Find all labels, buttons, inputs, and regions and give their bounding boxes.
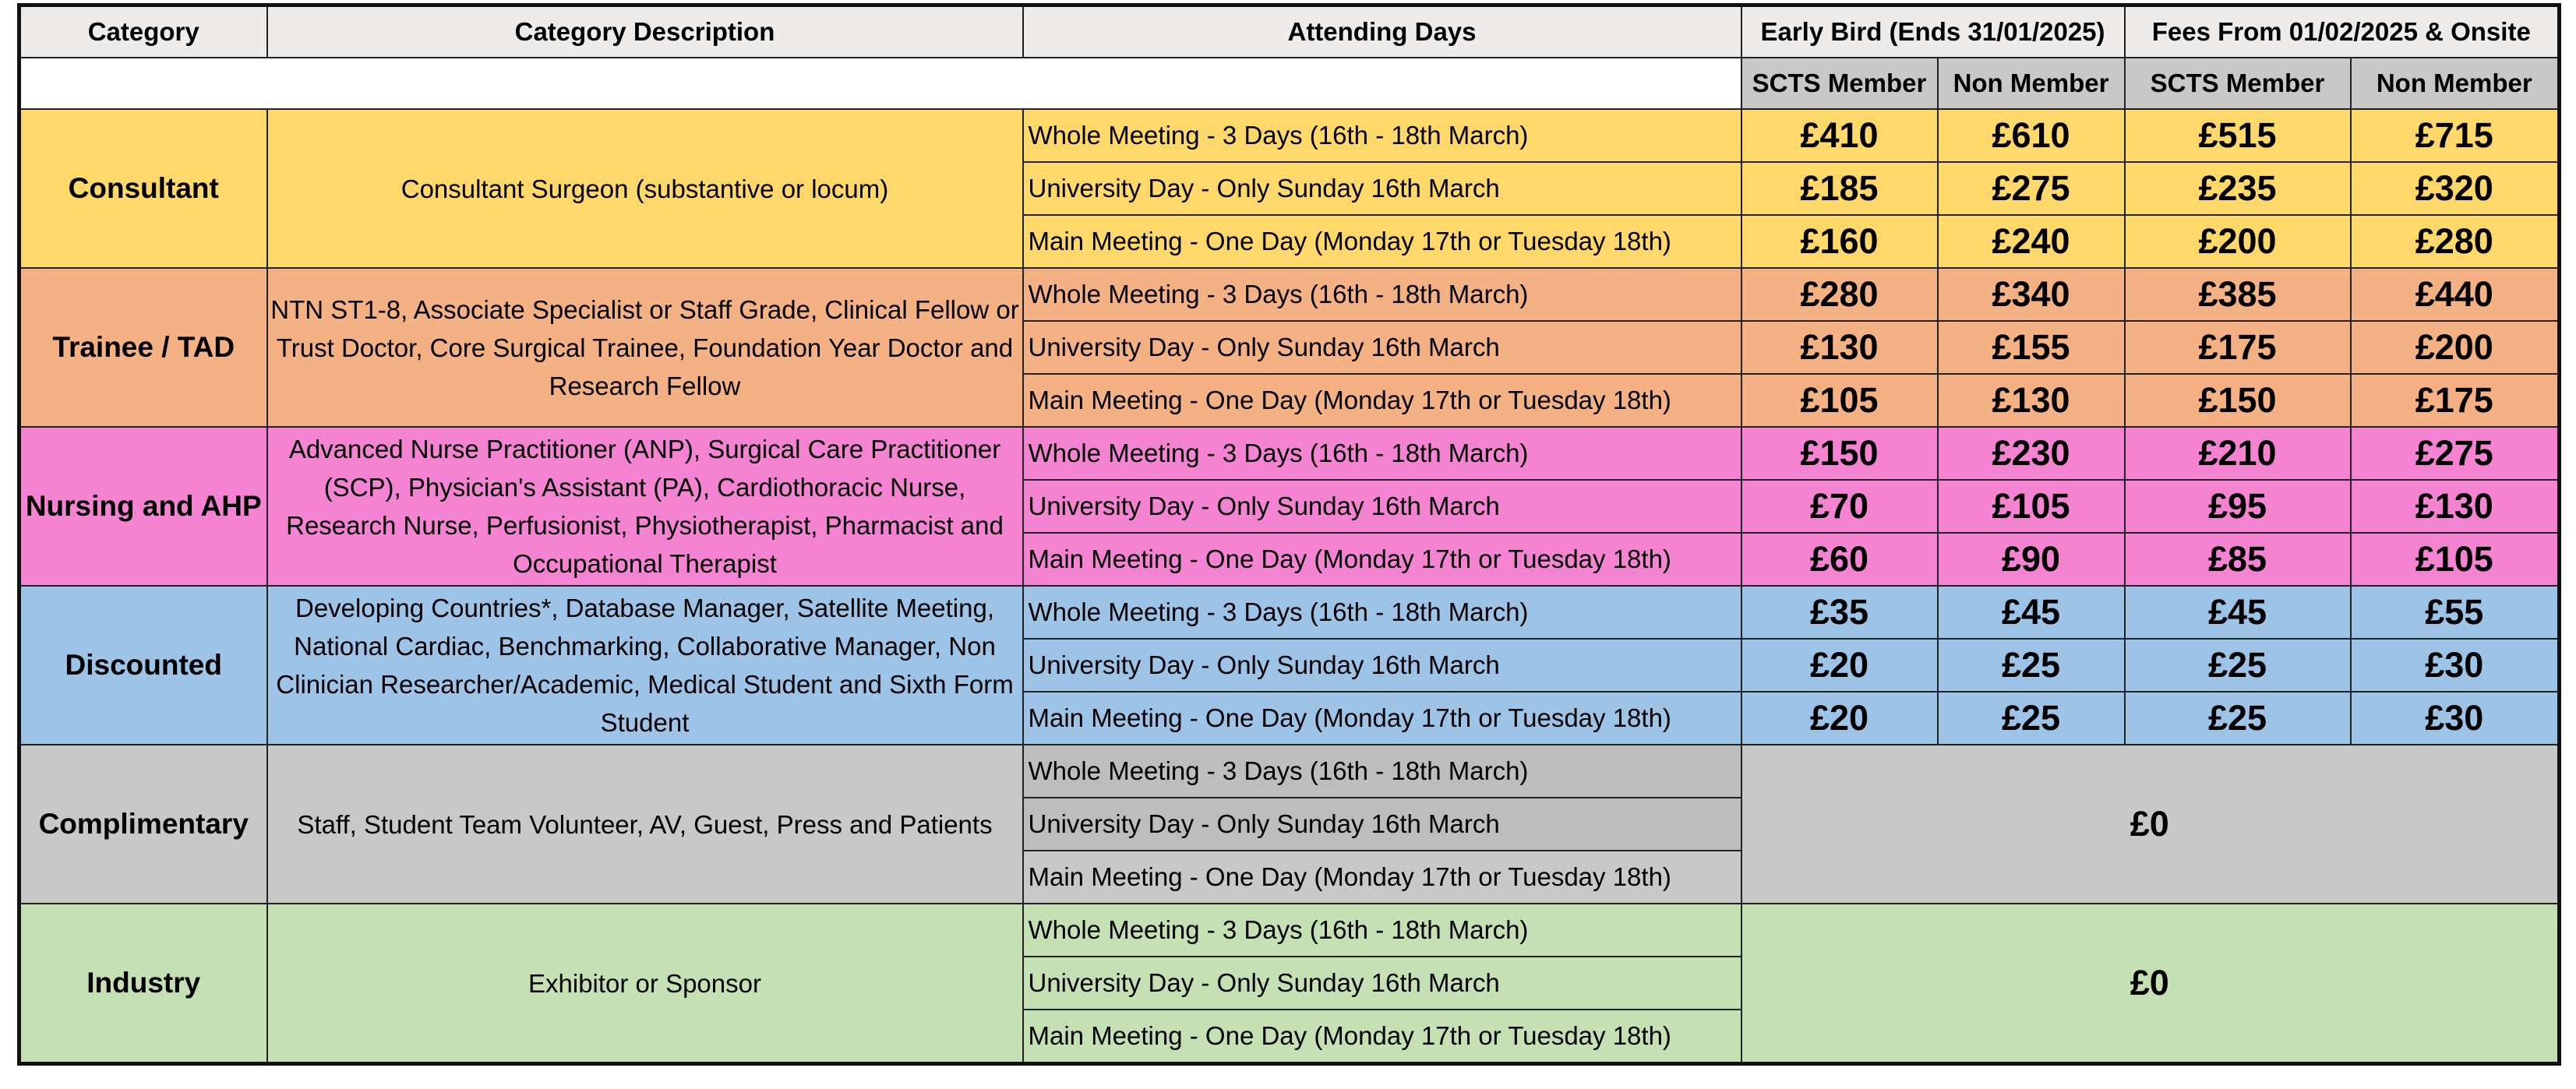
table-row	[19, 268, 2560, 321]
attending-day: University Day - Only Sunday 16th March	[1023, 798, 1741, 851]
category-description: Consultant Surgeon (substantive or locum)	[267, 109, 1023, 268]
fee-cell: £0	[1741, 745, 2560, 904]
fee-cell: £70	[1741, 480, 1938, 533]
table-row	[19, 586, 2560, 639]
category-cell: Trainee / TAD	[19, 268, 267, 427]
header-attending-days: Attending Days	[1023, 5, 1741, 58]
fee-cell: £275	[2351, 427, 2560, 480]
fee-cell: £130	[1938, 374, 2125, 427]
attending-day: Whole Meeting - 3 Days (16th - 18th March)	[1023, 109, 1741, 162]
attending-day: Whole Meeting - 3 Days (16th - 18th March)	[1023, 586, 1741, 639]
subheader-onsite-non-member: Non Member	[2351, 58, 2560, 109]
attending-day: Main Meeting - One Day (Monday 17th or Tuesday 18th)	[1023, 851, 1741, 904]
attending-day: Main Meeting - One Day (Monday 17th or Tuesday 18th)	[1023, 215, 1741, 268]
category-cell: Discounted	[19, 586, 267, 745]
fee-cell: £715	[2351, 109, 2560, 162]
category-cell: Consultant	[19, 109, 267, 268]
fee-cell: £105	[1741, 374, 1938, 427]
fee-cell: £385	[2125, 268, 2351, 321]
fee-cell: £55	[2351, 586, 2560, 639]
fee-cell: £175	[2351, 374, 2560, 427]
category-cell: Industry	[19, 904, 267, 1064]
registration-fees-table	[17, 3, 2561, 1066]
fee-cell: £150	[2125, 374, 2351, 427]
attending-day: Main Meeting - One Day (Monday 17th or Tuesday 18th)	[1023, 692, 1741, 745]
fee-cell: £130	[2351, 480, 2560, 533]
header-row	[19, 5, 2560, 58]
fee-cell: £90	[1938, 533, 2125, 586]
category-cell: Complimentary	[19, 745, 267, 904]
fee-cell: £240	[1938, 215, 2125, 268]
fee-cell: £185	[1741, 162, 1938, 215]
category-description: Advanced Nurse Practitioner (ANP), Surgical Care Practitioner (SCP), Physician's Assistant (PA), Cardiothoracic Nurse, Research Nurse, Perfusionist, Physiotherapist, Pharmacist and Occupational Therapist	[267, 427, 1023, 586]
fee-cell: £25	[2125, 639, 2351, 692]
attending-day: Whole Meeting - 3 Days (16th - 18th March)	[1023, 427, 1741, 480]
fee-cell: £60	[1741, 533, 1938, 586]
fee-cell: £25	[1938, 639, 2125, 692]
fee-cell: £35	[1741, 586, 1938, 639]
category-description: Developing Countries*, Database Manager, Satellite Meeting, National Cardiac, Benchmarking, Collaborative Manager, Non Clinician Researcher/Academic, Medical Student and Sixth Form Student	[267, 586, 1023, 745]
fee-cell: £25	[2125, 692, 2351, 745]
attending-day: Main Meeting - One Day (Monday 17th or Tuesday 18th)	[1023, 1010, 1741, 1064]
fee-cell: £200	[2125, 215, 2351, 268]
table-row	[19, 109, 2560, 162]
fee-cell: £25	[1938, 692, 2125, 745]
fee-cell: £105	[2351, 533, 2560, 586]
attending-day: Whole Meeting - 3 Days (16th - 18th March)	[1023, 904, 1741, 957]
attending-day: University Day - Only Sunday 16th March	[1023, 321, 1741, 374]
fee-cell: £45	[1938, 586, 2125, 639]
fee-cell: £410	[1741, 109, 1938, 162]
fees-table-container	[17, 3, 2561, 1066]
fee-cell: £105	[1938, 480, 2125, 533]
category-cell: Nursing and AHP	[19, 427, 267, 586]
subheader-blank	[19, 58, 1741, 109]
fee-cell: £280	[1741, 268, 1938, 321]
fee-cell: £20	[1741, 639, 1938, 692]
fee-cell: £155	[1938, 321, 2125, 374]
attending-day: Main Meeting - One Day (Monday 17th or Tuesday 18th)	[1023, 374, 1741, 427]
fee-cell: £440	[2351, 268, 2560, 321]
fee-cell: £45	[2125, 586, 2351, 639]
fee-cell: £30	[2351, 692, 2560, 745]
fee-cell: £150	[1741, 427, 1938, 480]
fee-cell: £275	[1938, 162, 2125, 215]
fee-cell: £160	[1741, 215, 1938, 268]
table-row	[19, 745, 2560, 798]
fee-cell: £0	[1741, 904, 2560, 1064]
category-description: Exhibitor or Sponsor	[267, 904, 1023, 1064]
fee-cell: £30	[2351, 639, 2560, 692]
fee-cell: £235	[2125, 162, 2351, 215]
attending-day: Whole Meeting - 3 Days (16th - 18th March)	[1023, 745, 1741, 798]
subheader-onsite-scts-member: SCTS Member	[2125, 58, 2351, 109]
attending-day: University Day - Only Sunday 16th March	[1023, 480, 1741, 533]
fee-cell: £130	[1741, 321, 1938, 374]
attending-day: University Day - Only Sunday 16th March	[1023, 639, 1741, 692]
table-row	[19, 904, 2560, 957]
attending-day: University Day - Only Sunday 16th March	[1023, 162, 1741, 215]
fee-cell: £95	[2125, 480, 2351, 533]
subheader-early-non-member: Non Member	[1938, 58, 2125, 109]
fee-cell: £85	[2125, 533, 2351, 586]
fee-cell: £230	[1938, 427, 2125, 480]
fee-cell: £515	[2125, 109, 2351, 162]
attending-day: Main Meeting - One Day (Monday 17th or Tuesday 18th)	[1023, 533, 1741, 586]
fee-cell: £175	[2125, 321, 2351, 374]
attending-day: University Day - Only Sunday 16th March	[1023, 957, 1741, 1010]
header-description: Category Description	[267, 5, 1023, 58]
header-fees-onsite: Fees From 01/02/2025 & Onsite	[2125, 5, 2560, 58]
fee-cell: £20	[1741, 692, 1938, 745]
fee-cell: £340	[1938, 268, 2125, 321]
fee-cell: £200	[2351, 321, 2560, 374]
header-early-bird: Early Bird (Ends 31/01/2025)	[1741, 5, 2125, 58]
category-description: Staff, Student Team Volunteer, AV, Guest, Press and Patients	[267, 745, 1023, 904]
fee-cell: £280	[2351, 215, 2560, 268]
fee-cell: £210	[2125, 427, 2351, 480]
category-description: NTN ST1-8, Associate Specialist or Staff Grade, Clinical Fellow or Trust Doctor, Core Surgical Trainee, Foundation Year Doctor and Research Fellow	[267, 268, 1023, 427]
fee-cell: £320	[2351, 162, 2560, 215]
table-row	[19, 427, 2560, 480]
subheader-early-scts-member: SCTS Member	[1741, 58, 1938, 109]
fee-cell: £610	[1938, 109, 2125, 162]
attending-day: Whole Meeting - 3 Days (16th - 18th March)	[1023, 268, 1741, 321]
subheader-row	[19, 58, 2560, 109]
header-category: Category	[19, 5, 267, 58]
